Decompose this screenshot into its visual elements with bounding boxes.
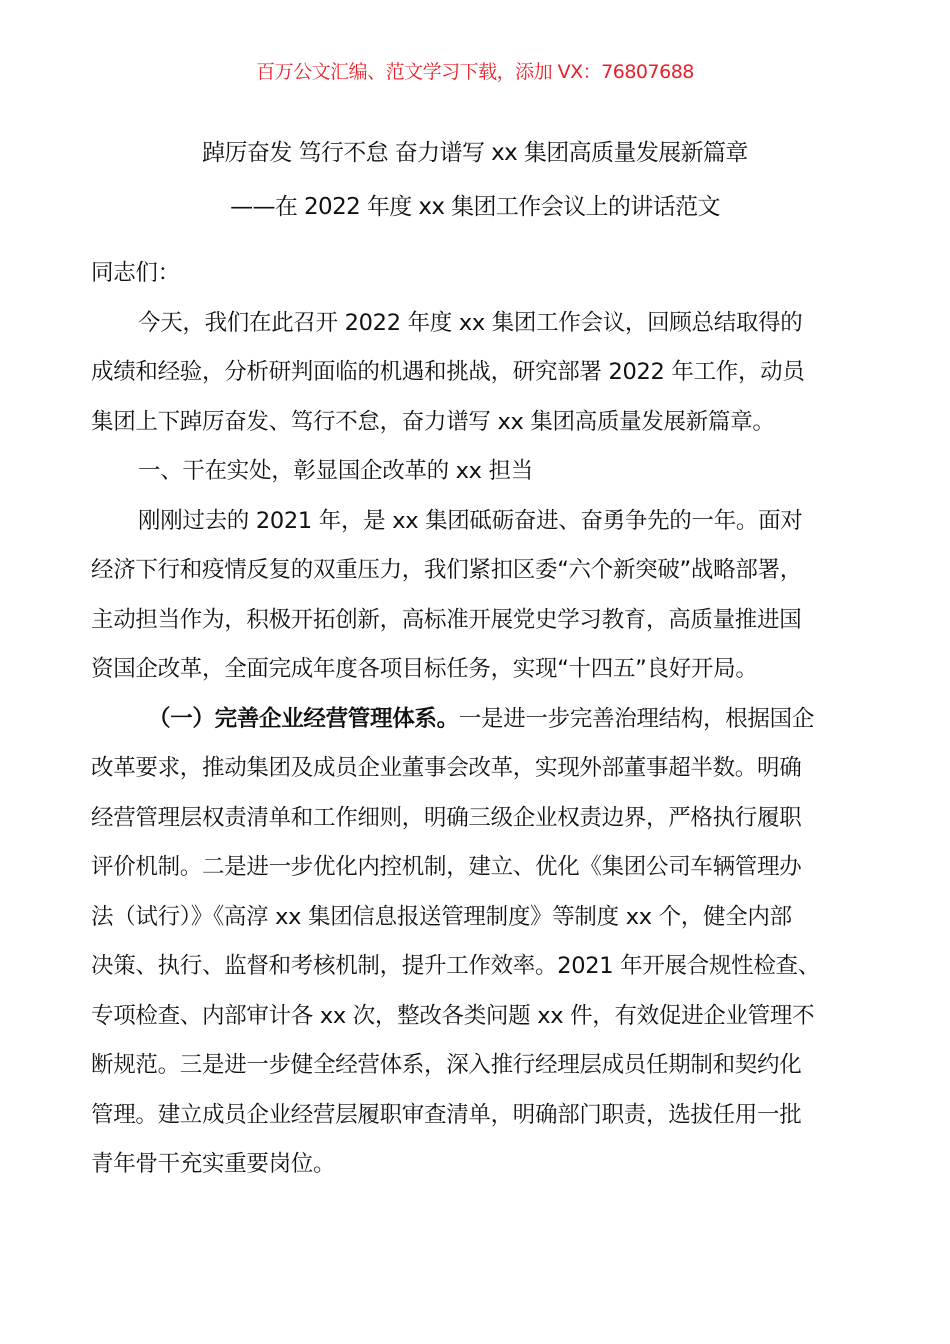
document-subtitle: ——在 2022 年度 xx 集团工作会议上的讲话范文 bbox=[230, 194, 720, 220]
paragraph-line: 管理。建立成员企业经营层履职审查清单，明确部门职责，选拔任用一批 bbox=[91, 1101, 802, 1128]
paragraph-line: 断规范。三是进一步健全经营体系，深入推行经理层成员任期制和契约化 bbox=[91, 1052, 802, 1078]
paragraph-line: 主动担当作为，积极开拓创新，高标准开展党史学习教育，高质量推进国 bbox=[91, 606, 802, 633]
paragraph-line: 改革要求，推动集团及成员企业董事会改革，实现外部董事超半数。明确 bbox=[91, 755, 802, 781]
paragraph-line: 经营管理层权责清单和工作细则，明确三级企业权责边界，严格执行履职 bbox=[91, 804, 802, 831]
greeting: 同志们： bbox=[91, 260, 180, 286]
paragraph-line: 今天，我们在此召开 2022 年度 xx 集团工作会议，回顾总结取得的 bbox=[138, 309, 803, 336]
paragraph-line bbox=[91, 695, 881, 745]
section-heading: 一、干在实处，彰显国企改革的 xx 担当 bbox=[138, 458, 533, 484]
subsection-heading: （一）完善企业经营管理体系。 bbox=[148, 705, 459, 732]
document-body bbox=[91, 249, 881, 1190]
paragraph-line: 专项检查、内部审计各 xx 次，整改各类问题 xx 件，有效促进企业管理不 bbox=[91, 1002, 815, 1029]
paragraph-line: 青年骨干充实重要岗位。 bbox=[91, 1151, 336, 1177]
paragraph-line: 刚刚过去的 2021 年，是 xx 集团砥砺奋进、奋勇争先的一年。面对 bbox=[138, 507, 803, 534]
paragraph-text: 一是进一步完善治理结构，根据国企 bbox=[458, 705, 815, 732]
document-title: 踔厉奋发 笃行不怠 奋力谱写 xx 集团高质量发展新篇章 bbox=[202, 140, 748, 166]
paragraph-line: 集团上下踔厉奋发、笃行不怠，奋力谱写 xx 集团高质量发展新篇章。 bbox=[91, 408, 775, 435]
paragraph-line: 经济下行和疫情反复的双重压力，我们紧扣区委“六个新突破”战略部署， bbox=[91, 557, 802, 583]
paragraph-line: 评价机制。二是进一步优化内控机制，建立、优化《集团公司车辆管理办 bbox=[91, 854, 802, 880]
paragraph-line: 成绩和经验，分析研判面临的机遇和挑战，研究部署 2022 年工作，动员 bbox=[91, 359, 805, 385]
paragraph-line: 决策、执行、监督和考核机制，提升工作效率。2021 年开展合规性检查、 bbox=[91, 953, 820, 979]
paragraph-line: 资国企改革，全面完成年度各项目标任务，实现“十四五”良好开局。 bbox=[91, 656, 758, 682]
watermark-header: 百万公文汇编、范文学习下载，添加 VX：76807688 bbox=[256, 61, 694, 83]
paragraph-line: 法（试行）》《高淳 xx 集团信息报送管理制度》等制度 xx 个，健全内部 bbox=[91, 903, 792, 930]
